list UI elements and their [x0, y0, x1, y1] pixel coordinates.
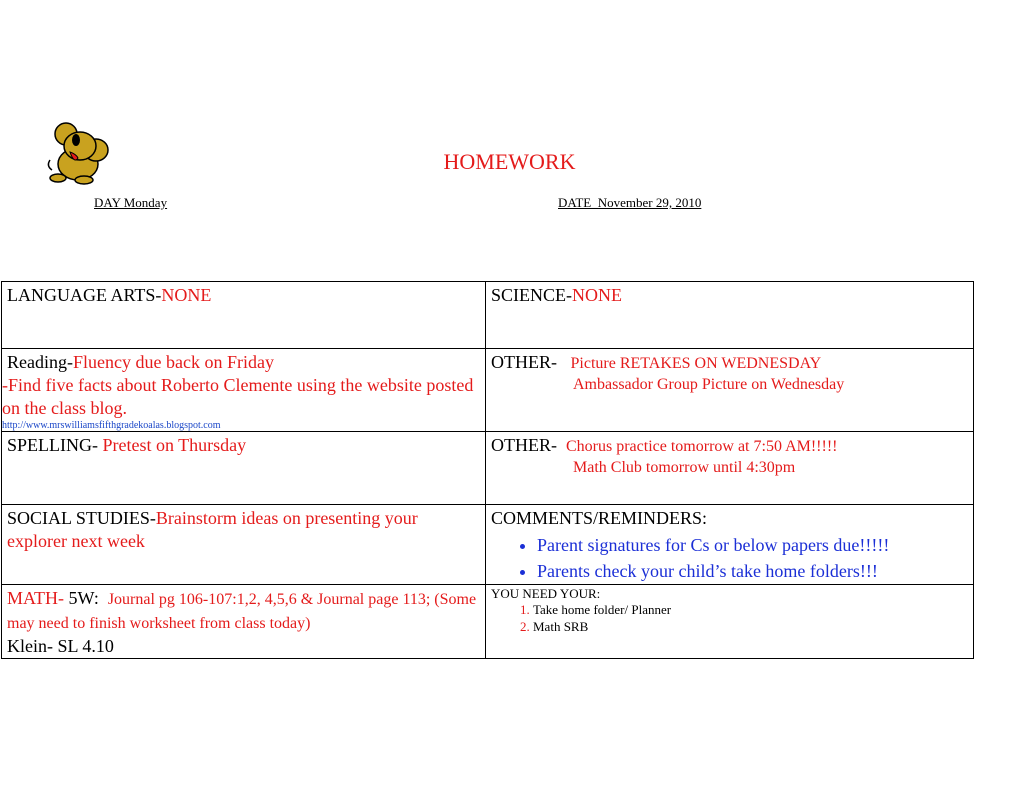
table-row	[2, 349, 974, 432]
other-cell-1: OTHER- Picture RETAKES ON WEDNESDAY Ambassador Group Picture on Wednesday	[486, 349, 974, 432]
other-cell-2: OTHER- Chorus practice tomorrow at 7:50 AM!!!!! Math Club tomorrow until 4:30pm	[486, 432, 974, 505]
list-item: 2. Math SRB	[533, 618, 968, 635]
page-title: HOMEWORK	[443, 149, 576, 174]
list-item: • Parent signatures for Cs or below papers due!!!!!	[537, 532, 968, 558]
social-studies-cell: SOCIAL STUDIES-Brainstorm ideas on presenting your explorer next week	[2, 505, 486, 585]
comments-cell: COMMENTS/REMINDERS: • Parent signatures for Cs or below papers due!!!!! • Parents check your child’s take home folders!!!	[486, 505, 974, 585]
homework-table	[1, 281, 974, 659]
language-arts-cell: LANGUAGE ARTS-NONE	[2, 282, 486, 349]
language-arts-value: NONE	[161, 285, 212, 305]
science-value: NONE	[572, 285, 622, 305]
table-row	[2, 585, 974, 659]
table-row	[2, 432, 974, 505]
math-cell: MATH- 5W: Journal pg 106-107:1,2, 4,5,6 & Journal page 113; (Some may need to finish worksheet from class today) Klein- SL 4.10	[2, 585, 486, 659]
list-item: 1. Take home folder/ Planner	[533, 601, 968, 618]
spelling-cell: SPELLING- Pretest on Thursday	[2, 432, 486, 505]
reminders-list	[491, 532, 968, 584]
date-field: DATE_November 29, 2010	[558, 195, 702, 210]
day-field: DAY Monday	[94, 195, 168, 210]
science-cell: SCIENCE-NONE	[486, 282, 974, 349]
reading-cell: Reading-Fluency due back on Friday -Find five facts about Roberto Clemente using the website posted on the class blog. http://www.mrswilliamsfifthgradekoalas.blogspot.com	[2, 349, 486, 432]
reading-task: -Find five facts about Roberto Clemente using the website posted on the class blog.	[2, 375, 474, 418]
you-need-cell: YOU NEED YOUR: 1. Take home folder/ Planner 2. Math SRB	[486, 585, 974, 659]
need-list	[491, 601, 968, 635]
table-row	[2, 282, 974, 349]
list-item: • Parents check your child’s take home folders!!!	[537, 558, 968, 584]
class-blog-link[interactable]: http://www.mrswilliamsfifthgradekoalas.blogspot.com	[2, 420, 221, 431]
table-row	[2, 505, 974, 585]
